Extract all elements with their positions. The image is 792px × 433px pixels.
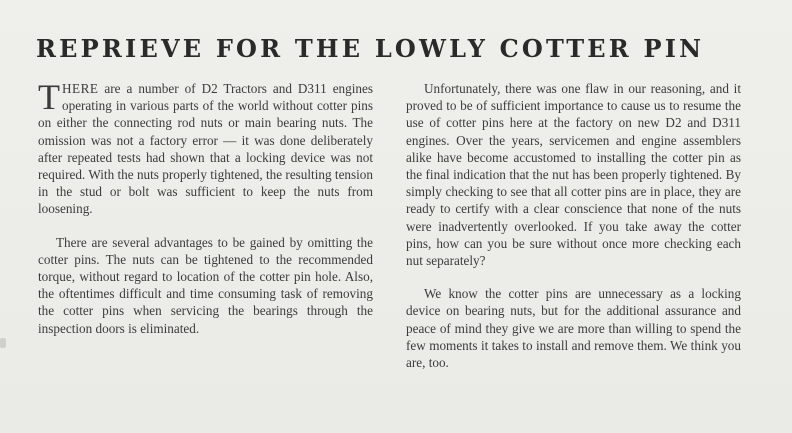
left-column (38, 77, 373, 353)
paper-speck (0, 338, 6, 348)
right-column (406, 80, 741, 387)
drop-cap: T (38, 77, 60, 117)
left-paragraph-2: There are several advantages to be gained by omitting the cotter pins. The nuts can be tightened to the recommended torque, without regard to location of the cotter pin hole. Also, the oftentimes difficult and time consuming task of removing the cotter pins when servicing the bearings through the inspection doors is eliminated. (38, 234, 373, 336)
right-paragraph-1: Unfortunately, there was one flaw in our reasoning, and it proved to be of sufficient importance to cause us to resume the use of cotter pins here at the factory on new D2 and D311 engines. Over the years, servicemen and engine assemblers alike have become accustomed to installing the cotter pin as the final indication that the nut has been properly tightened. By simply checking to see that all cotter pins are in place, they are ready to certify with a clear conscience that none of the nuts were inadvertently overlooked. If you take away the cotter pins, how can you be sure without once more checking each nut separately? (406, 81, 741, 269)
left-paragraph-1-text: are a number of D2 Tractors and D311 engines operating in various parts of the world without cotter pins on either the connecting rod nuts or main bearing nuts. The omission was not a factory error — it was done deliberately after repeated tests had shown that a locking device was not required. With the nuts properly tightened, the resulting tension in the stud or bolt was sufficient to keep the nuts from loosening. (38, 81, 373, 217)
right-paragraph-2: We know the cotter pins are unnecessary as a locking device on bearing nuts, but for the additional assurance and peace of mind they give we are more than willing to spend the few moments it takes to install and remove them. We think you are, too. (406, 286, 741, 371)
lead-word: HERE (62, 81, 99, 96)
article-title: REPRIEVE FOR THE LOWLY COTTER PIN (36, 34, 705, 63)
left-paragraph-1 (38, 77, 373, 218)
